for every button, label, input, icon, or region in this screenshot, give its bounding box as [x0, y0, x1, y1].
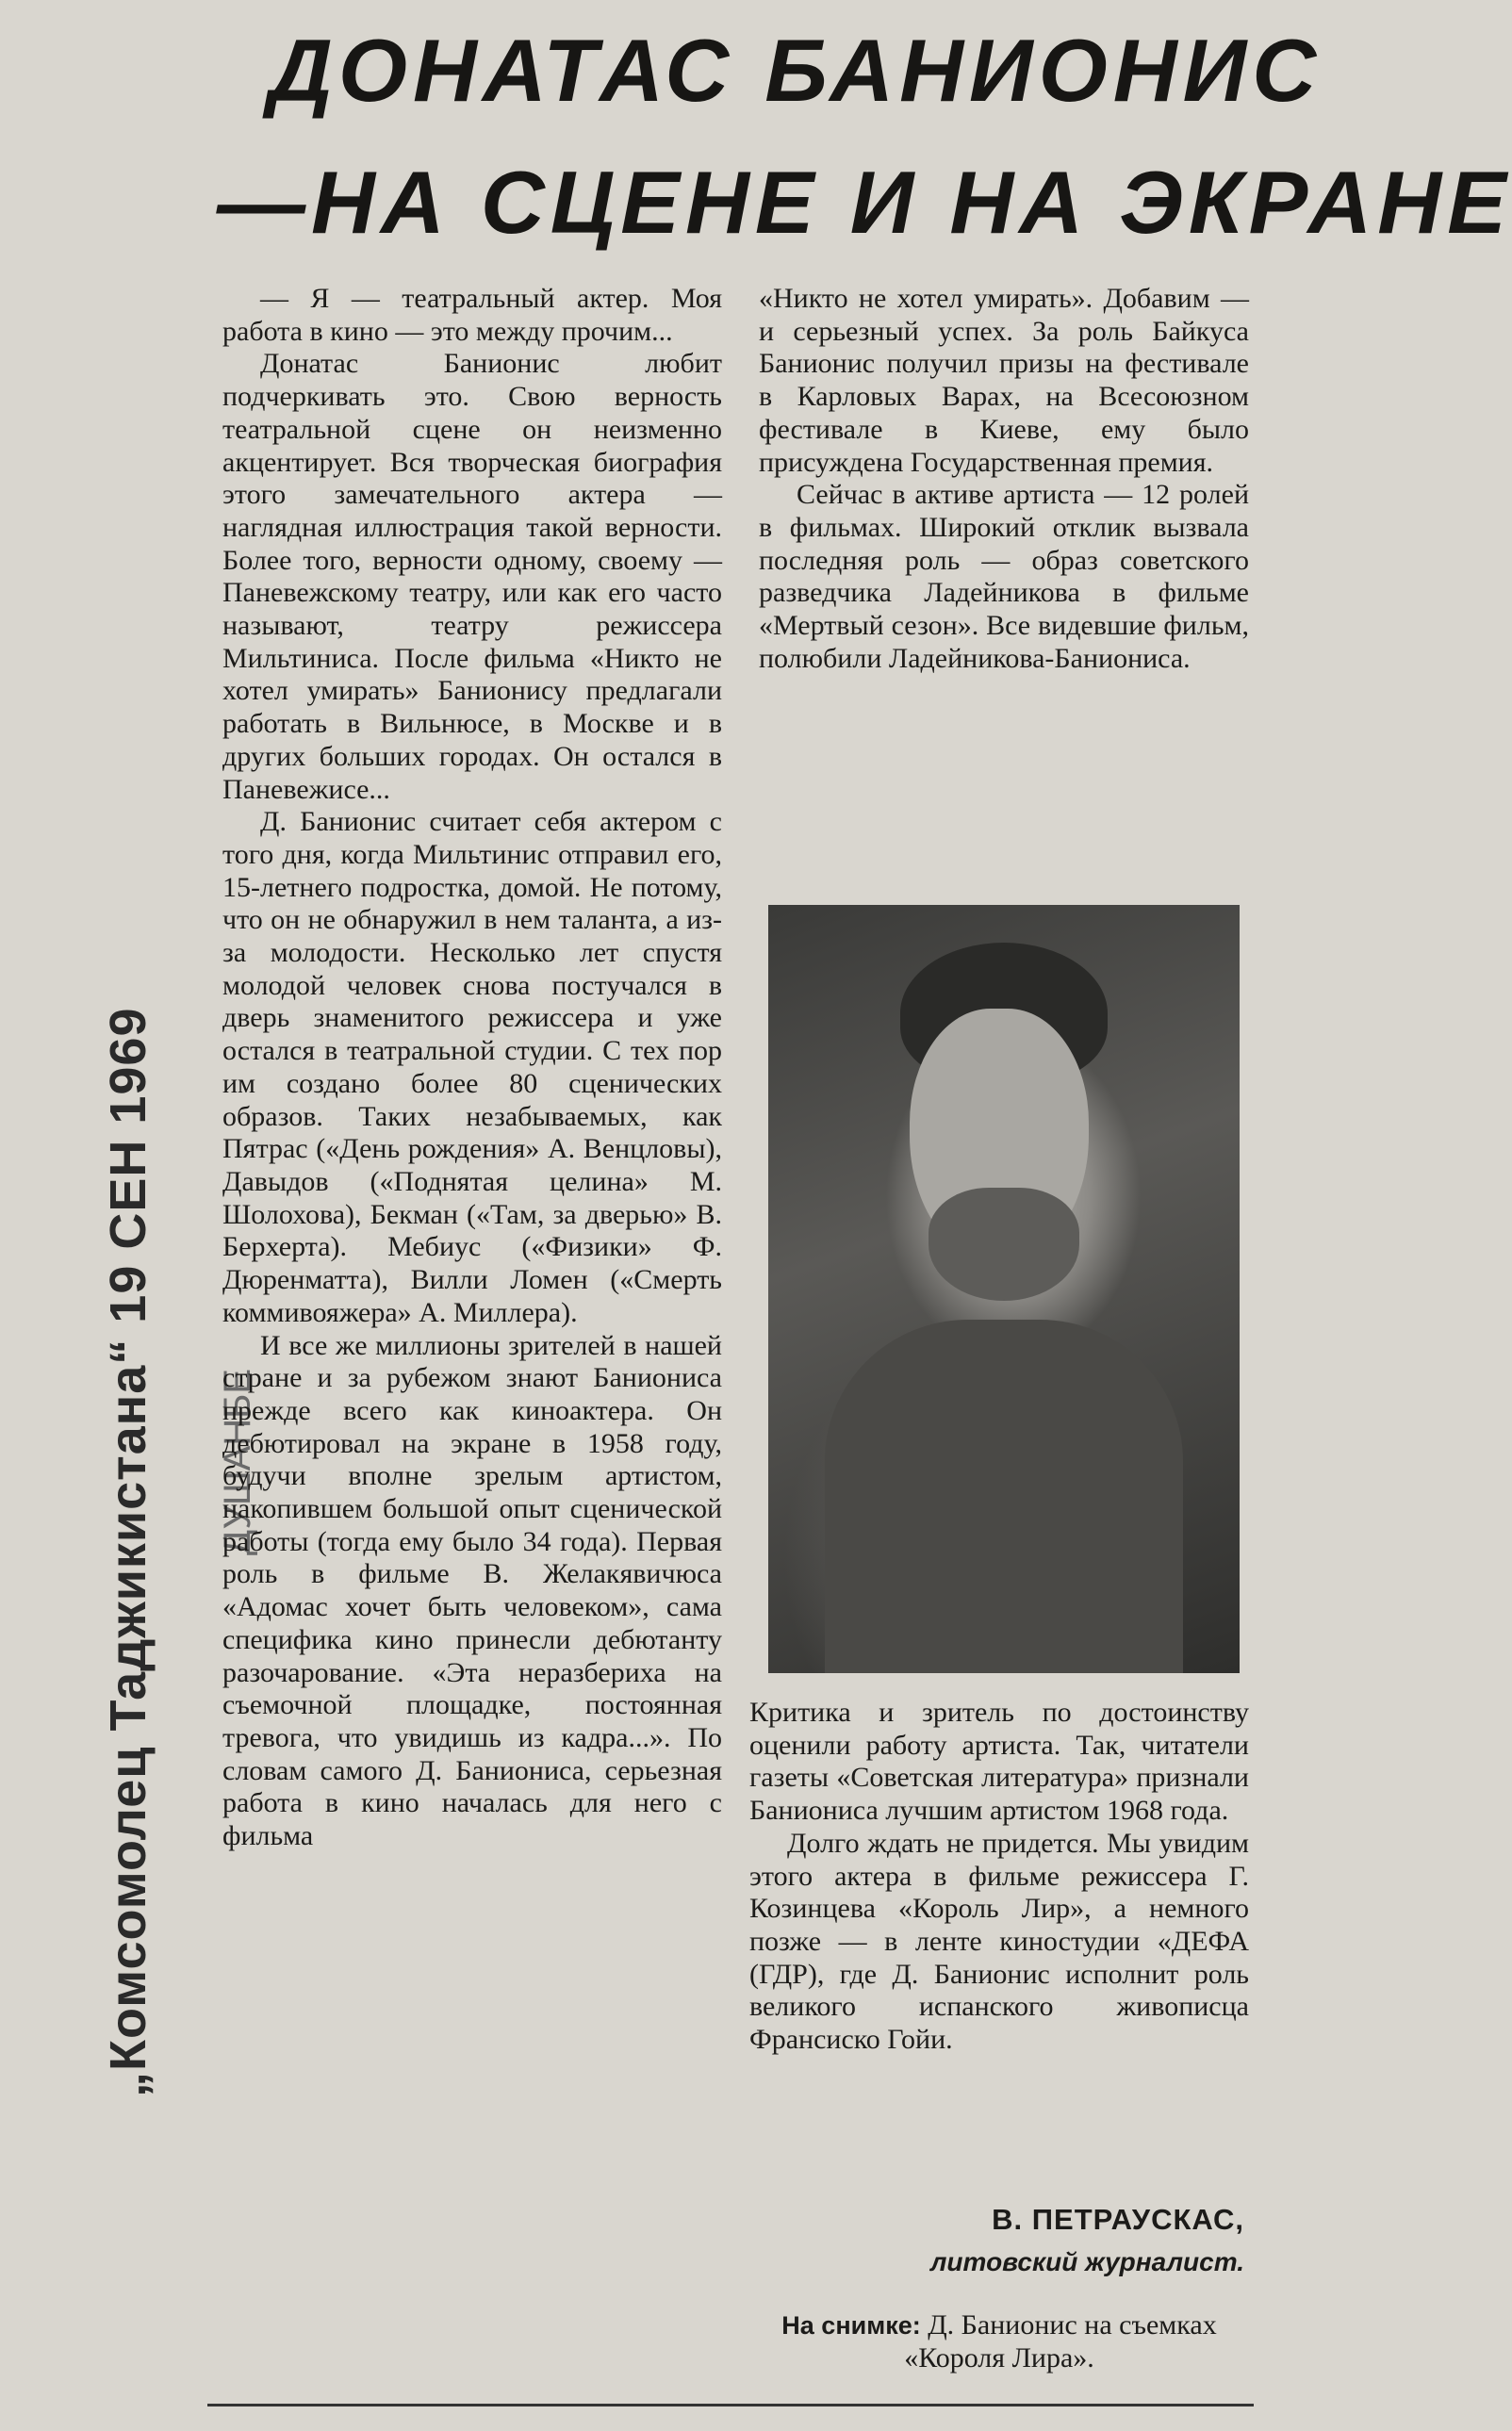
bottom-rule [207, 2404, 1254, 2406]
caption-text: Д. Банионис на съемках «Короля Лира». [904, 2309, 1217, 2374]
headline-line-1: ДОНАТАС БАНИОНИС [269, 21, 1323, 120]
actor-photo [768, 905, 1240, 1673]
photo-beard [929, 1188, 1079, 1301]
city-stamp: ДУШАНБЕ [217, 1368, 258, 1555]
paragraph: «Никто не хотел умирать». Добавим — и серьезный успех. За роль Байкуса Банионис получил призы на фестивале в Карловых Варах, на Всесоюзном фестивале в Киеве, ему было присуждена Государственная премия. [759, 283, 1249, 478]
paragraph: Сейчас в активе артиста — 12 ролей в фильмах. Широкий отклик вызвала последняя роль — образ советского разведчика Ладейникова в фильме «Мертвый сезон». Все видевшие фильм, полюбили Ладейникова-Баниониса. [759, 479, 1249, 674]
date-stamp: „Комсомолец Таджикистана“ 19 СЕН 1969 [100, 1007, 156, 2097]
article-column-3 [749, 1697, 1249, 2057]
author-role: литовский журналист. [930, 2247, 1244, 2276]
author-name: В. ПЕТРАУСКАС, [992, 2203, 1244, 2236]
paragraph: Долго ждать не придется. Мы увидим этого актера в фильме режиссера Г. Козинцева «Король Лир», а немного позже — в ленте киностудии «ДЕФА (ГДР), где Д. Банионис исполнит роль великого испанского живописца Франсиско Гойи. [749, 1827, 1249, 2056]
headline-line-2: —НА СЦЕНЕ И НА ЭКРАНЕ [217, 153, 1512, 252]
paragraph: И все же миллионы зрителей в нашей стране и за рубежом знают Баниониса прежде всего как киноактера. Он дебютировал на экране в 1958 году, будучи вполне зрелым артистом, накопившем большой опыт сценической работы (тогда ему было 34 года). Первая роль в фильме В. Желакявичюса «Адомас хочет быть человеком», сама специфика кино принесли дебютанту разочарование. «Эта неразбериха на съемочной площадке, постоянная тревога, что увидишь из кадра...». По словам самого Д. Баниониса, серьезная работа в кино началась для него с фильма [222, 1329, 722, 1852]
photo-caption [749, 2309, 1249, 2374]
caption-label: На снимке: [781, 2311, 921, 2340]
paragraph: Д. Банионис считает себя актером с того дня, когда Мильтинис отправил его, 15-летнего подростка, домой. Не потому, что он не обнаружил в нем таланта, а из-за молодости. Несколько лет спустя молодой человек снова постучался в дверь знаменитого режиссера и уже остался в театральной студии. С тех пор им создано более 80 сценических образов. Таких незабываемых, как Пятрас («День рождения» А. Венцловы), Давыдов («Поднятая целина» М. Шолохова), Бекман («Там, за дверью» В. Берхерта). Мебиус («Физики» Ф. Дюренматта), Вилли Ломен («Смерть коммивояжера» А. Миллера). [222, 806, 722, 1328]
photo-shoulders [825, 1320, 1183, 1673]
paragraph: Донатас Банионис любит подчеркивать это. Свою верность театральной сцене он неизменно акцентирует. Вся творческая биография этого замечательного актера — наглядная иллюстрация такой верности. Более того, верности одному, своему — Паневежскому театру, или как его часто называют, театру режиссера Мильтиниса. После фильма «Никто не хотел умирать» Банионису предлагали работать в Вильнюсе, в Москве и в других больших городах. Он остался в Паневежисе... [222, 348, 722, 805]
article-column-2 [759, 283, 1249, 675]
article-column-1 [222, 283, 722, 1853]
paragraph: Критика и зритель по достоинству оценили работу артиста. Так, читатели газеты «Советская литература» признали Баниониса лучшим артистом 1968 года. [749, 1697, 1249, 1827]
paragraph: — Я — театральный актер. Моя работа в кино — это между прочим... [222, 283, 722, 347]
